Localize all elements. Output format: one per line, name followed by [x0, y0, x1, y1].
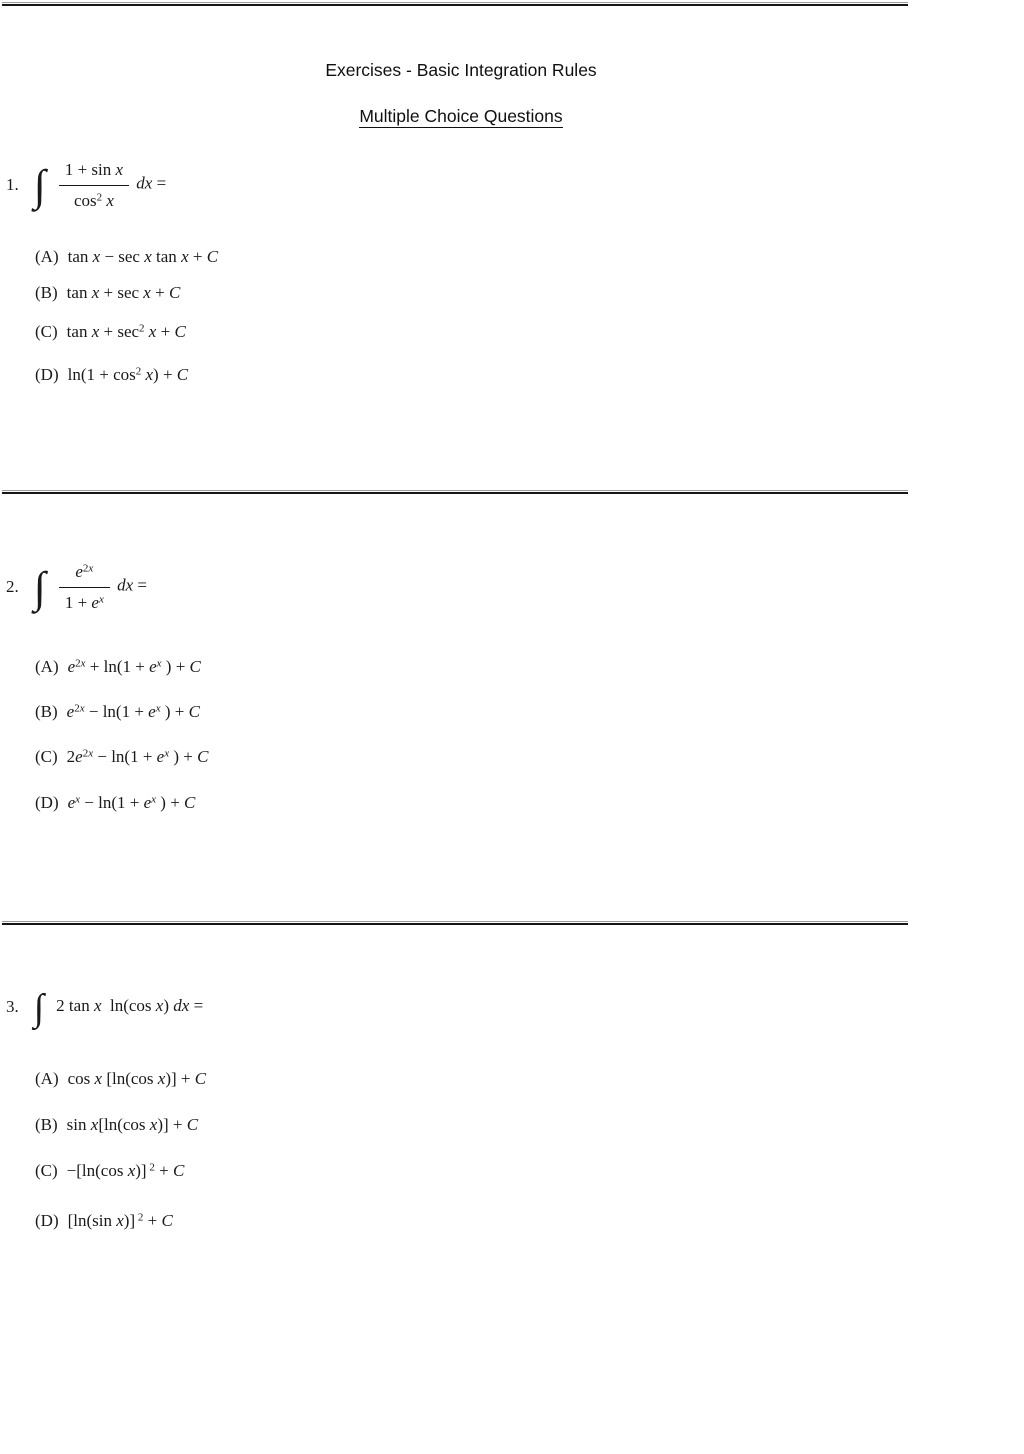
option-formula: [68, 792, 196, 813]
page-title: Exercises - Basic Integration Rules: [325, 60, 597, 80]
math-text: x: [102, 190, 114, 210]
question-2-option-b: [35, 695, 200, 729]
math-text: [ln(cos: [102, 1069, 158, 1089]
integral-sign: ∫: [33, 563, 46, 613]
section-divider-1: [2, 490, 908, 494]
math-text: x: [127, 1161, 136, 1181]
option-label: (B): [35, 1115, 58, 1134]
math-text: x: [80, 657, 86, 670]
option-label: (C): [35, 747, 58, 766]
math-text: =: [152, 173, 171, 193]
option-label: (A): [35, 657, 59, 676]
option-label: (B): [35, 702, 58, 721]
option-label: (A): [35, 247, 59, 266]
option-formula: [68, 246, 218, 267]
math-text: 2: [139, 322, 145, 335]
question-1-stem: [6, 155, 170, 215]
math-text: 1 +: [64, 592, 92, 612]
math-text: 2: [74, 702, 80, 715]
math-text: 2: [146, 1161, 155, 1174]
option-label: (D): [35, 793, 59, 812]
math-text: dx: [173, 995, 190, 1015]
math-text: 2: [82, 562, 89, 575]
question-1-option-d: [35, 358, 188, 392]
math-text: )]: [135, 1161, 147, 1181]
math-text: − ln(1 +: [93, 747, 157, 767]
math-text: )] +: [157, 1115, 187, 1135]
math-text: e: [143, 793, 152, 813]
option-label: (C): [35, 322, 58, 341]
math-text: +: [143, 1211, 162, 1231]
question-3-option-c: [35, 1154, 184, 1188]
math-text: tan: [66, 283, 92, 303]
math-text: )] +: [165, 1069, 195, 1089]
math-text: ln(1 + cos: [67, 365, 136, 385]
question-1-option-c: [35, 315, 186, 349]
option-formula: [67, 282, 181, 303]
math-text: x: [157, 1069, 166, 1089]
math-text: ) +: [169, 747, 198, 767]
option-formula: [68, 1068, 207, 1089]
question-1-formula: [34, 158, 171, 212]
math-text: 2: [66, 747, 76, 767]
math-text: =: [189, 995, 208, 1015]
math-text: e: [149, 657, 157, 677]
math-text: x: [90, 1115, 99, 1135]
math-text: x: [181, 247, 189, 267]
math-text: x: [144, 247, 152, 267]
math-text: C: [206, 247, 219, 267]
question-1-option-a: [35, 240, 218, 274]
math-text: − sec: [100, 247, 145, 267]
math-text: x: [143, 283, 151, 303]
math-text: x: [164, 747, 170, 760]
math-text: tan: [151, 247, 182, 267]
math-text: x: [88, 562, 94, 575]
superscript: [147, 1162, 155, 1174]
math-text: x: [155, 995, 164, 1015]
math-text: +: [156, 322, 175, 342]
superscript: [83, 748, 93, 760]
option-formula: [67, 1160, 185, 1181]
superscript: [75, 658, 85, 670]
math-text: tan: [66, 322, 92, 342]
math-text: 1 + sin: [64, 160, 116, 180]
math-text: C: [188, 702, 200, 722]
math-text: 2 tan: [56, 995, 94, 1015]
math-text: +: [188, 247, 207, 267]
math-text: ) +: [160, 702, 189, 722]
math-text: x: [151, 793, 157, 806]
option-formula: [67, 1114, 198, 1135]
math-text: + sec: [99, 322, 140, 342]
math-text: + ln(1 +: [85, 657, 150, 677]
math-text: C: [161, 1211, 173, 1231]
math-text: C: [172, 1161, 185, 1181]
question-3-stem: [6, 984, 207, 1030]
math-text: x: [88, 747, 94, 760]
math-text: e: [91, 592, 99, 612]
math-text: x: [93, 995, 102, 1015]
question-1-option-b: [35, 276, 180, 310]
math-text: dx: [112, 575, 134, 595]
math-text: x: [156, 657, 162, 670]
question-3-option-a: [35, 1062, 206, 1096]
math-text: cos: [67, 1069, 95, 1089]
integral-sign: ∫: [33, 986, 45, 1029]
math-text: e: [67, 793, 76, 813]
option-label: (D): [35, 1211, 59, 1230]
math-text: x: [149, 1115, 158, 1135]
question-1-number: 1.: [6, 175, 19, 194]
question-3-option-b: [35, 1108, 198, 1142]
math-text: x: [94, 1069, 103, 1089]
math-text: [ln(cos: [98, 1115, 150, 1135]
math-text: tan: [67, 247, 93, 267]
fraction: [59, 560, 110, 614]
math-text: + sec: [99, 283, 144, 303]
math-text: x: [141, 365, 154, 385]
math-text: sin: [66, 1115, 91, 1135]
math-text: e: [75, 562, 83, 582]
superscript: [83, 563, 93, 575]
math-text: x: [116, 1211, 124, 1231]
option-label: (D): [35, 365, 59, 384]
math-text: +: [150, 283, 169, 303]
math-text: C: [194, 1069, 207, 1089]
math-text: e: [148, 702, 156, 722]
math-text: e: [156, 747, 165, 767]
math-text: x: [79, 702, 85, 715]
option-formula: [67, 321, 186, 342]
math-text: x: [91, 322, 100, 342]
question-2-number: 2.: [6, 577, 19, 596]
math-text: x: [155, 702, 161, 715]
fraction: [59, 158, 129, 212]
page-subtitle: Multiple Choice Questions: [359, 106, 563, 126]
math-text: −[ln(cos: [66, 1161, 128, 1181]
top-divider: [2, 2, 908, 6]
math-text: x: [92, 247, 101, 267]
math-text: x: [75, 793, 81, 806]
option-label: (C): [35, 1161, 58, 1180]
math-text: 2: [75, 657, 81, 670]
math-text: C: [176, 365, 189, 385]
math-text: C: [197, 747, 209, 767]
math-text: ) +: [153, 365, 177, 385]
math-text: x: [98, 593, 104, 605]
math-text: − ln(1 +: [80, 793, 144, 813]
question-2-formula: [34, 560, 151, 614]
math-text: +: [154, 1161, 173, 1181]
question-2-option-c: [35, 740, 208, 774]
question-2-option-d: [35, 786, 195, 820]
math-text: 2: [135, 1211, 144, 1224]
math-text: e: [75, 747, 83, 767]
math-text: 2: [82, 747, 89, 760]
option-formula: [68, 656, 201, 677]
math-text: dx: [132, 173, 153, 193]
math-text: 2: [135, 365, 142, 378]
option-formula: [68, 364, 189, 385]
section-divider-2: [2, 921, 908, 925]
math-text: x: [144, 322, 157, 342]
math-text: C: [189, 657, 201, 677]
math-text: C: [168, 283, 181, 303]
math-text: =: [133, 575, 152, 595]
superscript: [99, 593, 104, 605]
math-text: ): [163, 995, 174, 1015]
math-text: ln(cos: [101, 995, 156, 1015]
option-formula: [68, 1210, 173, 1231]
math-text: ) +: [156, 793, 185, 813]
math-text: C: [184, 793, 196, 813]
integral-sign: ∫: [33, 161, 46, 211]
math-text: x: [91, 283, 100, 303]
question-2-option-a: [35, 650, 201, 684]
question-3-formula: [33, 986, 208, 1029]
option-formula: [67, 701, 200, 722]
math-text: cos: [73, 190, 97, 210]
math-text: − ln(1 +: [84, 702, 149, 722]
question-2-stem: [6, 557, 151, 617]
math-text: )]: [123, 1211, 136, 1231]
math-text: x: [115, 160, 124, 180]
question-3-number: 3.: [6, 997, 19, 1016]
math-text: e: [67, 657, 76, 677]
page-subtitle-block: [0, 106, 922, 127]
question-3-option-d: [35, 1204, 173, 1238]
option-label: (A): [35, 1069, 59, 1088]
math-text: ) +: [161, 657, 190, 677]
superscript: [74, 703, 84, 715]
math-text: 2: [96, 191, 103, 203]
math-text: C: [174, 322, 186, 342]
option-label: (B): [35, 283, 58, 302]
math-text: [ln(sin: [67, 1211, 117, 1231]
math-text: C: [186, 1115, 199, 1135]
math-text: e: [66, 702, 75, 722]
option-formula: [67, 746, 209, 767]
